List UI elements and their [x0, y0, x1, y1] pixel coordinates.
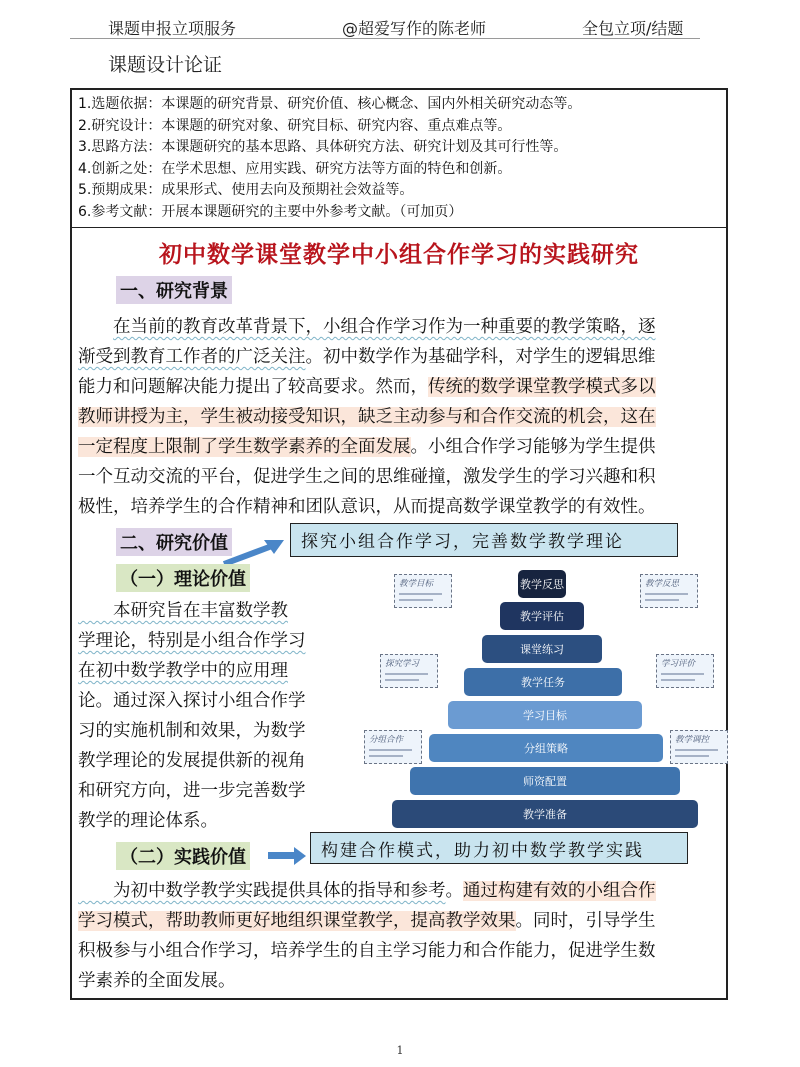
callout-theory: 探究小组合作学习，完善数学教学理论: [290, 523, 678, 557]
callout-practice: 构建合作模式，助力初中数学教学实践: [310, 832, 688, 864]
theory-paragraph: 本研究旨在丰富数学教 学理论，特别是小组合作学习 在初中数学教学中的应用理 论。通过深入探讨小组合作学 习的实施机制和效果，为数学 教学理论的发展提供新的视角 和研究方向，进一步完善数学 教学的理论体系。: [78, 601, 306, 831]
section-heading-value: 二、研究价值: [116, 528, 232, 556]
pyramid-layer: 师资配置: [410, 767, 680, 795]
pyramid-layer: 教学任务: [464, 668, 622, 696]
header-left: 课题申报立项服务: [108, 19, 237, 38]
guide-item: 4.创新之处：在学术思想、应用实践、研究方法等方面的特色和创新。: [78, 160, 512, 177]
guide-item: 1.选题依据：本课题的研究背景、研究价值、核心概念、国内外相关研究动态等。: [78, 96, 582, 112]
guide-item: 3.思路方法：本课题研究的基本思路、具体研究方法、研究计划及其可行性等。: [78, 139, 568, 156]
header-right: 全包立项/结题: [582, 19, 684, 38]
guide-item: 6.参考文献：开展本课题研究的主要中外参考文献。（可加页）: [78, 203, 463, 220]
document-frame: [70, 88, 728, 1000]
note-box: 分组合作: [364, 730, 422, 764]
pyramid-layer: 分组策略: [429, 734, 663, 762]
note-box: 学习评价: [656, 654, 714, 688]
document-title: 初中数学课堂教学中小组合作学习的实践研究: [159, 242, 639, 268]
header-center: @超爱写作的陈老师: [342, 19, 487, 38]
arrow-icon: [268, 846, 308, 866]
page-number: 1: [396, 1044, 404, 1057]
practice-paragraph: 为初中数学教学实践提供具体的指导和参考。通过构建有效的小组合作 学习模式，帮助教师更好地组织课堂教学，提高教学效果。同时，引导学生 积极参与小组合作学习，培养学生的自主学习能力和合作能力，促进学生数 学素养的全面发展。: [78, 881, 656, 991]
note-box: 探究学习: [380, 654, 438, 688]
guide-item: 2.研究设计：本课题的研究对象、研究目标、研究内容、重点难点等。: [78, 117, 512, 134]
subheading-practice-value: （二）实践价值: [116, 842, 250, 870]
pyramid-layer: 课堂练习: [482, 635, 602, 663]
note-box: 教学目标: [394, 574, 452, 608]
document-subtitle: 课题设计论证: [108, 54, 223, 76]
guide-item: 5.预期成果：成果形式、使用去向及预期社会效益等。: [78, 182, 414, 199]
guide-box: [72, 90, 726, 228]
pyramid-layer: 教学反思: [518, 570, 566, 598]
note-box: 教学调控: [670, 730, 728, 764]
pyramid-layer: 教学准备: [392, 800, 698, 828]
note-box: 教学反思: [640, 574, 698, 608]
pyramid-layer: 教学评估: [500, 602, 584, 630]
section-heading-background: 一、研究背景: [116, 276, 232, 304]
pyramid-layer: 学习目标: [448, 701, 642, 729]
subheading-theory-value: （一）理论价值: [116, 564, 250, 592]
section-background-paragraph: 在当前的教育改革背景下，小组合作学习作为一种重要的教学策略，逐 渐受到教育工作者的广泛关注。初中数学作为基础学科，对学生的逻辑思维 能力和问题解决能力提出了较高要求。然而，传统的数学课堂教学模式多以 教师讲授为主，学生被动接受知识，缺乏主动参与和合作交流的机会，这在 一定程度上限制了学生数学素养的全面发展。小组合作学习能够为学生提供 一个互动交流的平台，促进学生之间的思维碰撞，激发学生的学习兴趣和积 极性，培养学生的合作精神和团队意识，从而提高数学课堂教学的有效性。: [78, 317, 656, 517]
page-header: [70, 14, 700, 39]
